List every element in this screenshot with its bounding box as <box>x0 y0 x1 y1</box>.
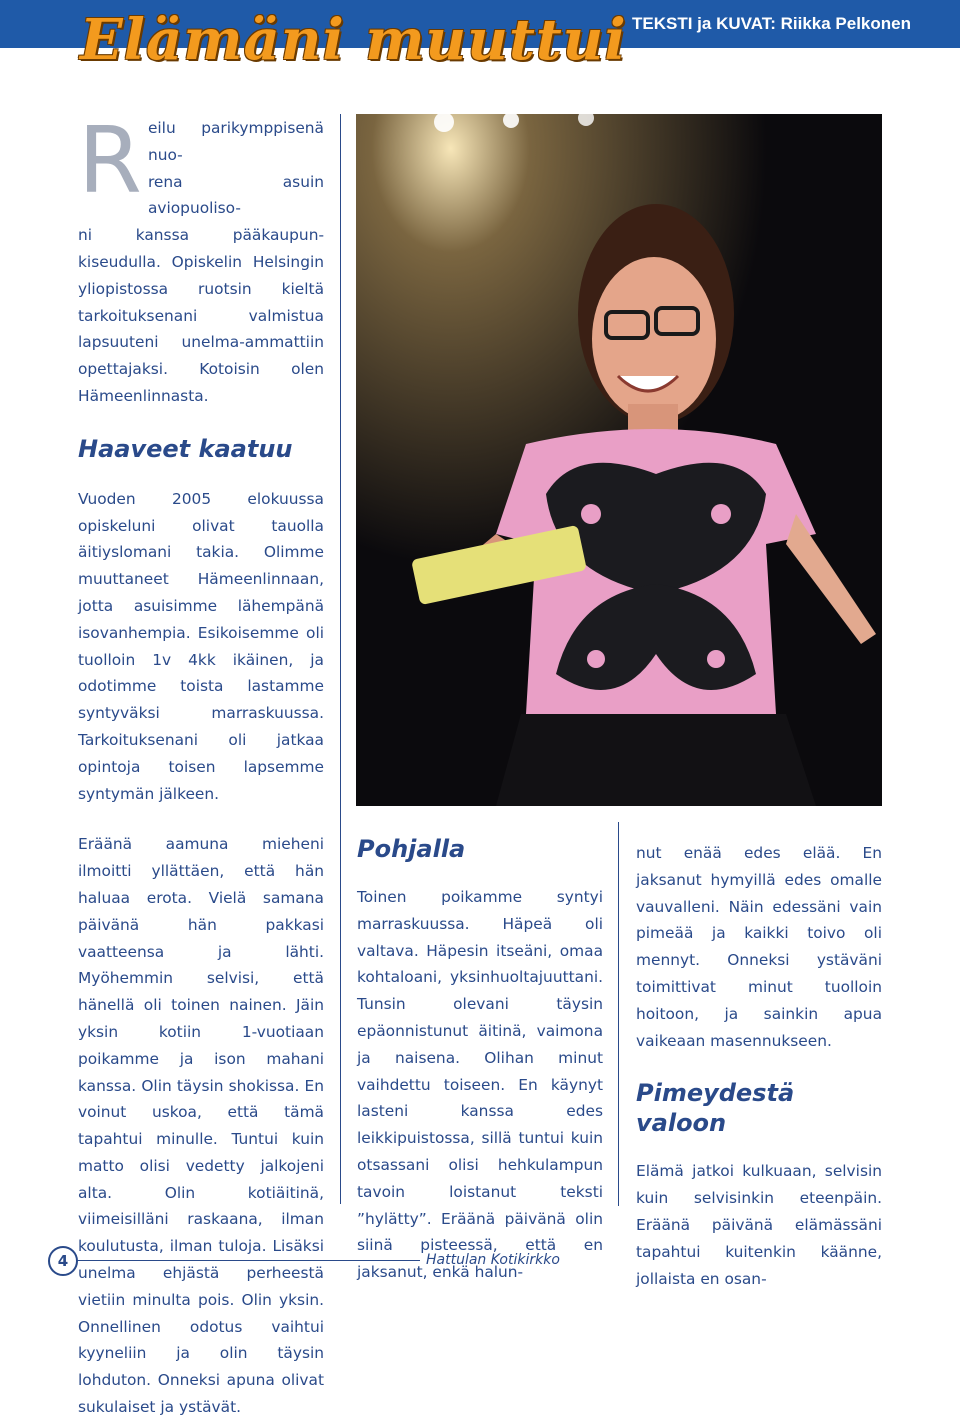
woman-with-book-photo <box>356 114 882 806</box>
paragraph-col3: nut enää edes elää. En jaksanut hymyillä edes omalle vauvalleni. Näin edessäni vain pimeää ja kaikki toivo oli mennyt. Onneksi ystäväni toimittivat minut tuolloin hoitoon, ja sainkin apua vaikeaan masennukseen. <box>636 844 882 1050</box>
credits: TEKSTI ja KUVAT: Riikka Pelkonen <box>632 14 911 33</box>
column-2 <box>357 834 603 1286</box>
intro-line: ni kanssa pääkaupun- <box>78 226 324 245</box>
subhead-haaveet: Haaveet kaatuu <box>78 434 293 463</box>
footer-line <box>74 1260 420 1261</box>
subhead-pimeydesta: Pimeydestä valoon <box>636 1079 795 1138</box>
intro-paragraph: kiseudulla. Opiskelin Helsingin yliopistossa ruotsin kieltä tarkoituksenani valmistua lapsuuteni unelma-ammattiin opettajaksi. Kotoisin olen Hämeenlinnasta. <box>78 252 324 405</box>
intro-line: eilu parikymppisenä nuo- <box>147 119 324 164</box>
column-divider-2 <box>618 822 619 1206</box>
column-1-top <box>78 107 324 1421</box>
column-divider <box>340 114 341 1204</box>
intro-line: rena asuin aviopuoliso- <box>147 172 324 218</box>
paragraph-1: Vuoden 2005 elokuussa opiskeluni olivat tauolla äitiyslomani takia. Olimme muuttaneet Hämeenlinnaan, jotta asuisimme lähempänä isovanhempia. Esikoisemme oli tuolloin 1v 4kk ikäinen, ja odotimme toista lastamme syntyväksi marraskuussa. Tarkoituksenani oli jatkaa opintoja toisen lapsemme syntymän jälkeen. <box>78 489 324 803</box>
paragraph-pimeydesta: Elämä jatkoi kulkuaan, selvisin kuin selvisinkin eteenpäin. Eräänä päivänä elämässäni tapahtui kuitenkin käänne, jollaista en osan- <box>636 1162 882 1288</box>
paragraph-pohjalla: Toinen poikamme syntyi marraskuussa. Häpeä oli valtava. Häpesin itseäni, omaa kohtaloani, yksinhuoltajuuttani. Tunsin olevani täysin epäonnistunut äitinä, vaimona ja naisena. Olihan minut vaihdettu toiseen. En käynyt lasteni kanssa edes leikkipuistossa, sillä tuntui kuin otsassani olisi hehkulampun tavoin loistanut teksti ”hylätty”. Eräänä päivänä olin siinä pisteessä, että en jaksanut, enkä halun- <box>357 888 603 1282</box>
column-3 <box>636 840 882 1292</box>
paragraph-2: Eräänä aamuna mieheni ilmoitti yllättäen, että hän haluaa erota. Vielä samana päivänä hän pakkasi vaatteensa ja lähti. Myöhemmin selvisi, että hänellä oli toinen nainen. Jäin yksin kotiin 1-vuotiaan poikamme ja ison mahani kanssa. Olin täysin shokissa. En voinut uskoa, että tämä tapahtui minulle. Tuntui kuin matto olisi vedetty jalkojeni alta. Olin kotiäitinä, viimeisilläni raskaana, ilman koulutusta, ilman tuloja. Lisäksi unelma ehjästä perheestä vietiin minulta pois. Olin yksin. Onnellinen odotus vaihtui kyyneliin ja olin täysin lohduton. Onneksi apuna olivat sukulaiset ja ystävät. <box>78 835 324 1417</box>
page-number: 4 <box>48 1246 78 1276</box>
publication-name: Hattulan Kotikirkko <box>426 1252 560 1268</box>
dropcap: R <box>78 107 142 214</box>
subhead-pohjalla: Pohjalla <box>357 835 466 863</box>
page-title: Elämäni muuttui <box>80 7 627 73</box>
photo-illustration <box>356 114 882 806</box>
